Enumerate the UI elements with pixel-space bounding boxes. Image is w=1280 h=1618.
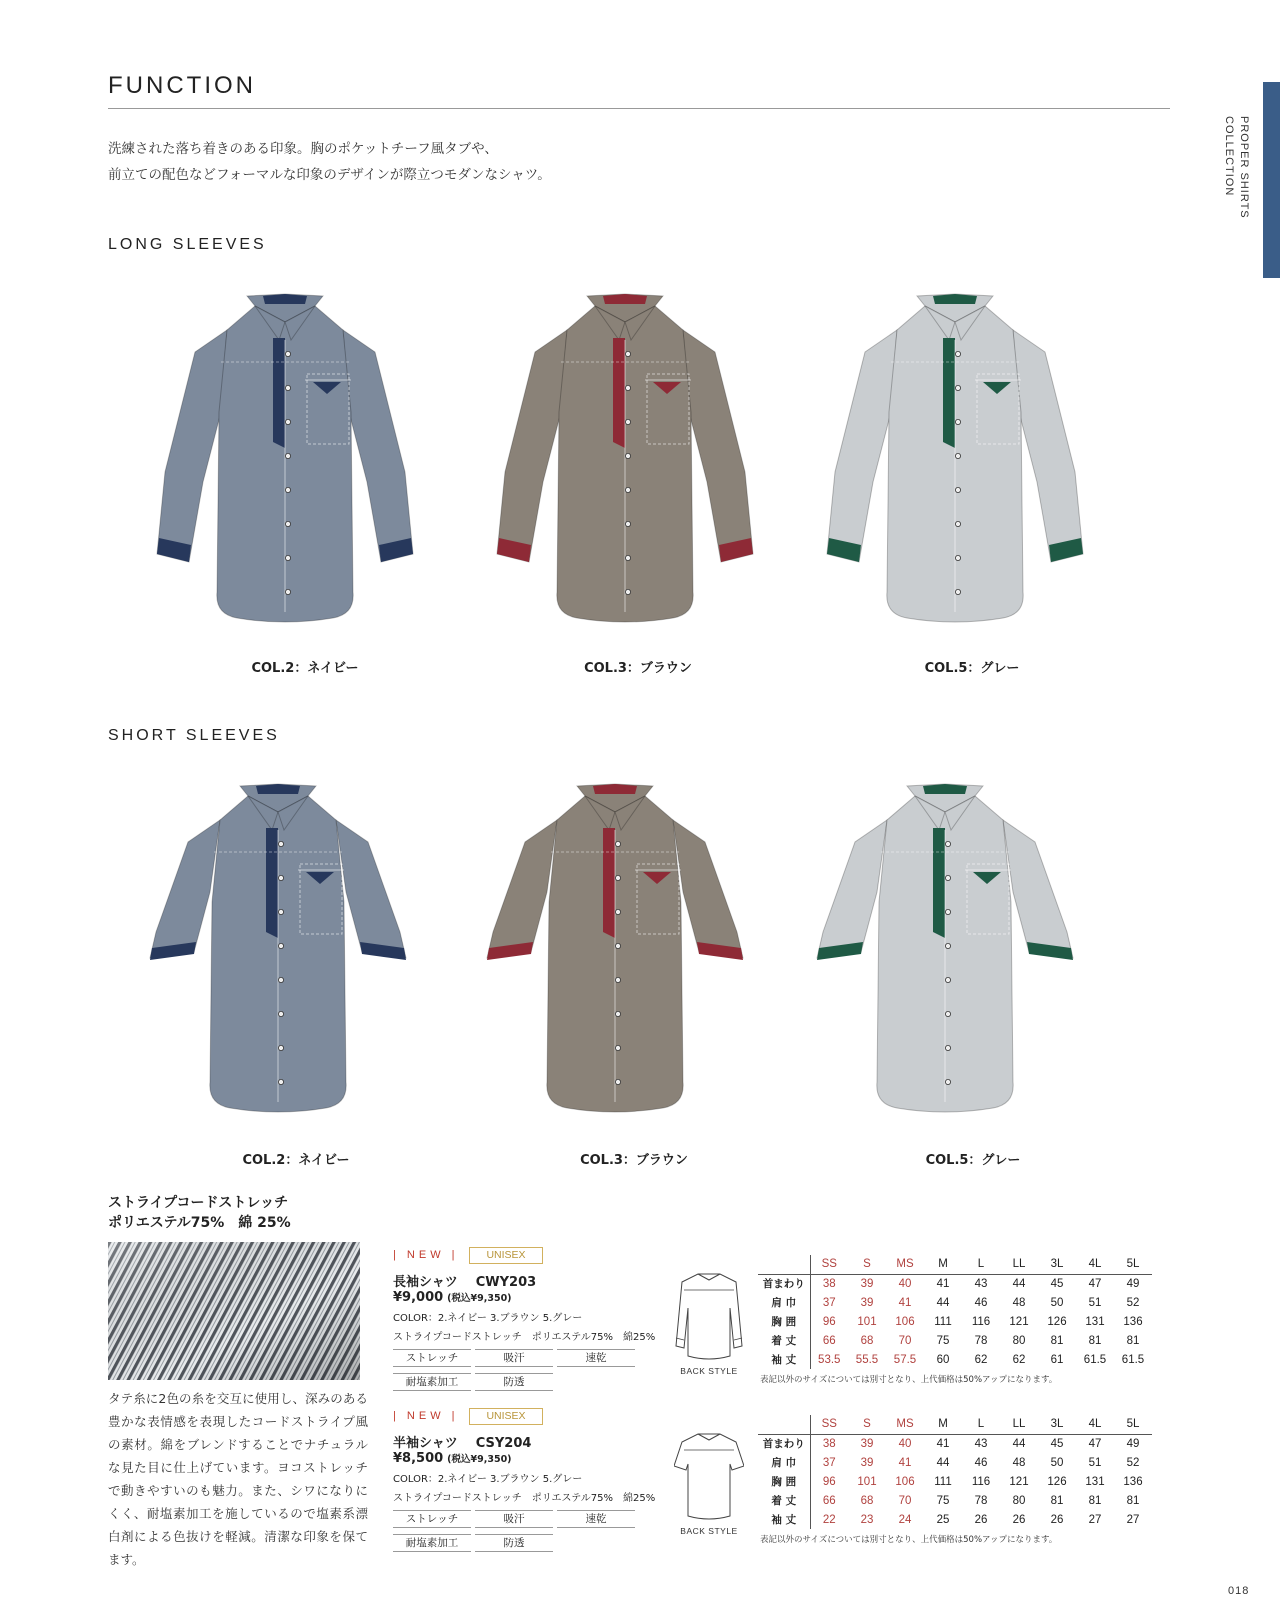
function-tag: 吸汗 xyxy=(475,1349,553,1367)
size-cell: 26 xyxy=(1012,1513,1026,1526)
caption-short-grey: COL.5：グレー xyxy=(925,1153,1021,1168)
side-index-label xyxy=(1211,116,1251,236)
size-header: S xyxy=(848,1415,886,1434)
function-tag: 防透 xyxy=(475,1534,553,1552)
size-cell: 22 xyxy=(822,1513,836,1526)
size-cell: 101 xyxy=(857,1475,877,1488)
size-cell: 101 xyxy=(857,1315,877,1328)
new-badge: | NEW | xyxy=(393,1410,459,1422)
size-cell: 26 xyxy=(1050,1513,1064,1526)
size-cell: 75 xyxy=(936,1494,950,1507)
size-cell: 45 xyxy=(1050,1437,1064,1450)
shirt-illustration xyxy=(495,292,755,632)
size-cell: 131 xyxy=(1085,1315,1105,1328)
size-cell: 40 xyxy=(898,1437,912,1450)
size-cell: 23 xyxy=(860,1513,874,1526)
intro-line: 前立ての配色などフォーマルな印象のデザインが際立つモダンなシャツ。 xyxy=(108,167,551,183)
size-cell: 80 xyxy=(1012,1494,1026,1507)
size-cell: 66 xyxy=(822,1334,836,1347)
size-row-label: 肩 巾 xyxy=(758,1293,810,1312)
side-index-tab xyxy=(1263,82,1280,278)
size-header: L xyxy=(962,1255,1000,1274)
shirt-illustration xyxy=(148,782,408,1122)
size-cell: 41 xyxy=(898,1456,912,1469)
size-row xyxy=(758,1293,1152,1312)
size-cell: 51 xyxy=(1088,1296,1102,1309)
size-cell: 24 xyxy=(898,1513,912,1526)
new-badge: | NEW | xyxy=(393,1249,459,1261)
size-row xyxy=(758,1312,1152,1331)
long-sleeve-shirt-grey xyxy=(825,292,1085,632)
size-header: LL xyxy=(1000,1255,1038,1274)
size-cell: 39 xyxy=(860,1277,874,1290)
product-title: 長袖シャツ xyxy=(393,1275,458,1290)
size-cell: 50 xyxy=(1050,1296,1064,1309)
size-cell: 136 xyxy=(1123,1475,1143,1488)
size-header: 3L xyxy=(1038,1255,1076,1274)
shirt-illustration xyxy=(485,782,745,1122)
size-header: M xyxy=(924,1255,962,1274)
size-cell: 96 xyxy=(822,1315,836,1328)
size-cell: 66 xyxy=(822,1494,836,1507)
size-cell: 41 xyxy=(898,1296,912,1309)
back-style-label: BACK STYLE xyxy=(680,1526,738,1536)
function-tag: ストレッチ xyxy=(393,1349,471,1367)
page-title: FUNCTION xyxy=(108,72,256,99)
size-header: S xyxy=(848,1255,886,1274)
size-cell: 78 xyxy=(974,1334,988,1347)
size-cell: 37 xyxy=(822,1296,836,1309)
size-cell: 45 xyxy=(1050,1277,1064,1290)
size-header: 5L xyxy=(1114,1415,1152,1434)
product-material: ストライプコードストレッチ ポリエステル75% 綿25% xyxy=(393,1332,656,1343)
back-style-short-icon xyxy=(674,1428,744,1524)
size-cell: 44 xyxy=(1012,1437,1026,1450)
size-cell: 55.5 xyxy=(855,1353,879,1366)
size-cell: 78 xyxy=(974,1494,988,1507)
size-cell: 52 xyxy=(1126,1296,1140,1309)
size-cell: 61.5 xyxy=(1083,1353,1107,1366)
size-cell: 51 xyxy=(1088,1456,1102,1469)
caption-short-navy: COL.2：ネイビー xyxy=(242,1153,350,1168)
function-tags xyxy=(393,1349,668,1391)
size-cell: 27 xyxy=(1088,1513,1102,1526)
size-cell: 81 xyxy=(1050,1334,1064,1347)
size-cell: 44 xyxy=(936,1296,950,1309)
size-cell: 52 xyxy=(1126,1456,1140,1469)
size-cell: 62 xyxy=(974,1353,988,1366)
size-cell: 61 xyxy=(1050,1353,1064,1366)
size-row-label: 袖 丈 xyxy=(758,1510,810,1529)
size-cell: 47 xyxy=(1088,1277,1102,1290)
size-row xyxy=(758,1350,1152,1369)
size-row xyxy=(758,1510,1152,1529)
size-row-label: 着 丈 xyxy=(758,1491,810,1510)
size-cell: 43 xyxy=(974,1437,988,1450)
product-colors: COLOR：2.ネイビー 3.ブラウン 5.グレー xyxy=(393,1474,583,1485)
long-sleeves-heading: LONG SLEEVES xyxy=(108,236,267,253)
size-cell: 116 xyxy=(971,1315,991,1328)
badge-row xyxy=(393,1408,668,1428)
size-header: 3L xyxy=(1038,1415,1076,1434)
size-cell: 81 xyxy=(1088,1334,1102,1347)
caption-long-brown: COL.3：ブラウン xyxy=(584,661,692,676)
fabric-title: ストライプコードストレッチ xyxy=(108,1195,289,1211)
function-tag: 防透 xyxy=(475,1373,553,1391)
unisex-badge: UNISEX xyxy=(469,1247,543,1264)
size-header: MS xyxy=(886,1255,924,1274)
size-header: SS xyxy=(810,1415,848,1434)
size-note: 表記以外のサイズについては別寸となり、上代価格は50%アップになります。 xyxy=(760,1375,1058,1385)
size-cell: 81 xyxy=(1126,1494,1140,1507)
size-cell: 49 xyxy=(1126,1437,1140,1450)
function-tag: 耐塩素加工 xyxy=(393,1373,471,1391)
size-cell: 41 xyxy=(936,1437,950,1450)
size-row-label: 胸 囲 xyxy=(758,1312,810,1331)
back-style-short xyxy=(674,1428,744,1536)
size-cell: 75 xyxy=(936,1334,950,1347)
size-cell: 37 xyxy=(822,1456,836,1469)
shirt-illustration xyxy=(155,292,415,632)
size-header: M xyxy=(924,1415,962,1434)
size-cell: 48 xyxy=(1012,1456,1026,1469)
function-tag: 速乾 xyxy=(557,1349,635,1367)
size-cell: 116 xyxy=(971,1475,991,1488)
size-cell: 106 xyxy=(895,1475,915,1488)
size-row-label: 肩 巾 xyxy=(758,1453,810,1472)
shirt-illustration xyxy=(815,782,1075,1122)
size-cell: 131 xyxy=(1085,1475,1105,1488)
size-row xyxy=(758,1491,1152,1510)
size-cell: 121 xyxy=(1009,1315,1029,1328)
size-cell: 43 xyxy=(974,1277,988,1290)
product-code: CWY203 xyxy=(475,1275,537,1290)
size-header-blank xyxy=(758,1255,810,1274)
caption-short-brown: COL.3：ブラウン xyxy=(580,1153,688,1168)
size-cell: 126 xyxy=(1047,1475,1067,1488)
function-tag: 速乾 xyxy=(557,1510,635,1528)
long-sleeve-shirt-brown xyxy=(495,292,755,632)
caption-long-navy: COL.2：ネイビー xyxy=(251,661,359,676)
shirt-illustration xyxy=(825,292,1085,632)
size-cell: 126 xyxy=(1047,1315,1067,1328)
price-tax: (税込¥9,350) xyxy=(447,1293,512,1304)
size-cell: 27 xyxy=(1126,1513,1140,1526)
size-table-short xyxy=(758,1415,1152,1529)
size-cell: 70 xyxy=(898,1334,912,1347)
size-row-label: 袖 丈 xyxy=(758,1350,810,1369)
size-header: SS xyxy=(810,1255,848,1274)
size-cell: 68 xyxy=(860,1334,874,1347)
product-long-sleeve xyxy=(393,1247,668,1391)
size-row-label: 首まわり xyxy=(758,1274,810,1293)
product-name xyxy=(393,1271,668,1290)
size-header: 4L xyxy=(1076,1255,1114,1274)
size-cell: 46 xyxy=(974,1296,988,1309)
function-tag: ストレッチ xyxy=(393,1510,471,1528)
size-row-label: 着 丈 xyxy=(758,1331,810,1350)
size-cell: 96 xyxy=(822,1475,836,1488)
size-header: 4L xyxy=(1076,1415,1114,1434)
size-header: L xyxy=(962,1415,1000,1434)
back-style-long-icon xyxy=(674,1268,744,1364)
function-tag: 吸汗 xyxy=(475,1510,553,1528)
function-tag: 耐塩素加工 xyxy=(393,1534,471,1552)
side-label-line1: PROPER SHIRTS xyxy=(1238,116,1250,219)
size-cell: 26 xyxy=(974,1513,988,1526)
product-name xyxy=(393,1432,668,1451)
size-header-blank xyxy=(758,1415,810,1434)
size-header: MS xyxy=(886,1415,924,1434)
fabric-swatch-image xyxy=(108,1242,360,1380)
side-label-line2: COLLECTION xyxy=(1223,116,1235,197)
price-value: ¥9,000 xyxy=(393,1290,444,1305)
size-cell: 41 xyxy=(936,1277,950,1290)
size-cell: 68 xyxy=(860,1494,874,1507)
size-cell: 39 xyxy=(860,1456,874,1469)
size-cell: 46 xyxy=(974,1456,988,1469)
size-cell: 39 xyxy=(860,1296,874,1309)
fabric-composition: ポリエステル75% 綿 25% xyxy=(108,1215,291,1231)
size-cell: 111 xyxy=(934,1475,952,1488)
product-material: ストライプコードストレッチ ポリエステル75% 綿25% xyxy=(393,1493,656,1504)
size-header: 5L xyxy=(1114,1255,1152,1274)
size-row xyxy=(758,1274,1152,1293)
size-cell: 81 xyxy=(1088,1494,1102,1507)
long-sleeve-shirt-navy xyxy=(155,292,415,632)
page-number: 018 xyxy=(1228,1585,1250,1597)
unisex-badge: UNISEX xyxy=(469,1408,543,1425)
product-title: 半袖シャツ xyxy=(393,1436,458,1451)
size-cell: 44 xyxy=(1012,1277,1026,1290)
size-cell: 39 xyxy=(860,1437,874,1450)
size-cell: 106 xyxy=(895,1315,915,1328)
back-style-long xyxy=(674,1268,744,1376)
size-row xyxy=(758,1472,1152,1491)
function-tags xyxy=(393,1510,668,1552)
size-cell: 38 xyxy=(822,1437,836,1450)
size-cell: 38 xyxy=(822,1277,836,1290)
size-cell: 81 xyxy=(1050,1494,1064,1507)
product-code: CSY204 xyxy=(475,1436,532,1451)
size-cell: 44 xyxy=(936,1456,950,1469)
size-cell: 48 xyxy=(1012,1296,1026,1309)
price-value: ¥8,500 xyxy=(393,1451,444,1466)
short-sleeves-heading: SHORT SLEEVES xyxy=(108,727,280,744)
caption-long-grey: COL.5：グレー xyxy=(924,661,1020,676)
fabric-name xyxy=(108,1193,291,1233)
size-row xyxy=(758,1453,1152,1472)
size-cell: 70 xyxy=(898,1494,912,1507)
product-short-sleeve xyxy=(393,1408,668,1552)
size-row-label: 胸 囲 xyxy=(758,1472,810,1491)
size-cell: 80 xyxy=(1012,1334,1026,1347)
short-sleeve-shirt-brown xyxy=(485,782,745,1122)
size-cell: 111 xyxy=(934,1315,952,1328)
size-cell: 81 xyxy=(1126,1334,1140,1347)
product-colors: COLOR：2.ネイビー 3.ブラウン 5.グレー xyxy=(393,1313,583,1324)
short-sleeve-shirt-grey xyxy=(815,782,1075,1122)
size-cell: 49 xyxy=(1126,1277,1140,1290)
intro-line: 洗練された落ち着きのある印象。胸のポケットチーフ風タブや、 xyxy=(108,141,498,157)
fabric-description: タテ糸に2色の糸を交互に使用し、深みのある豊かな表情感を表現したコードストライプ風の素材。綿をブレンドすることでナチュラルな見た目に仕上げています。ヨコストレッチで動きやすいのも魅力。また、シワになりにくく、耐塩素加工を施しているので塩素系漂白剤による色抜けを軽減。清潔な印象を保てます。 xyxy=(108,1391,368,1567)
size-table-long xyxy=(758,1255,1152,1369)
size-row xyxy=(758,1331,1152,1350)
short-sleeve-shirt-navy xyxy=(148,782,408,1122)
product-price xyxy=(393,1451,668,1466)
price-tax: (税込¥9,350) xyxy=(447,1454,512,1465)
size-header: LL xyxy=(1000,1415,1038,1434)
size-row xyxy=(758,1434,1152,1453)
back-style-label: BACK STYLE xyxy=(680,1366,738,1376)
intro-text xyxy=(108,136,551,188)
size-cell: 50 xyxy=(1050,1456,1064,1469)
size-cell: 40 xyxy=(898,1277,912,1290)
size-cell: 57.5 xyxy=(893,1353,917,1366)
size-note: 表記以外のサイズについては別寸となり、上代価格は50%アップになります。 xyxy=(760,1535,1058,1545)
size-cell: 25 xyxy=(936,1513,950,1526)
size-cell: 61.5 xyxy=(1121,1353,1145,1366)
size-cell: 53.5 xyxy=(818,1353,841,1366)
title-divider xyxy=(108,108,1170,109)
product-price xyxy=(393,1290,668,1305)
size-cell: 60 xyxy=(936,1353,950,1366)
size-cell: 121 xyxy=(1009,1475,1029,1488)
size-row-label: 首まわり xyxy=(758,1434,810,1453)
size-cell: 47 xyxy=(1088,1437,1102,1450)
size-cell: 136 xyxy=(1123,1315,1143,1328)
size-cell: 62 xyxy=(1012,1353,1026,1366)
badge-row xyxy=(393,1247,668,1267)
